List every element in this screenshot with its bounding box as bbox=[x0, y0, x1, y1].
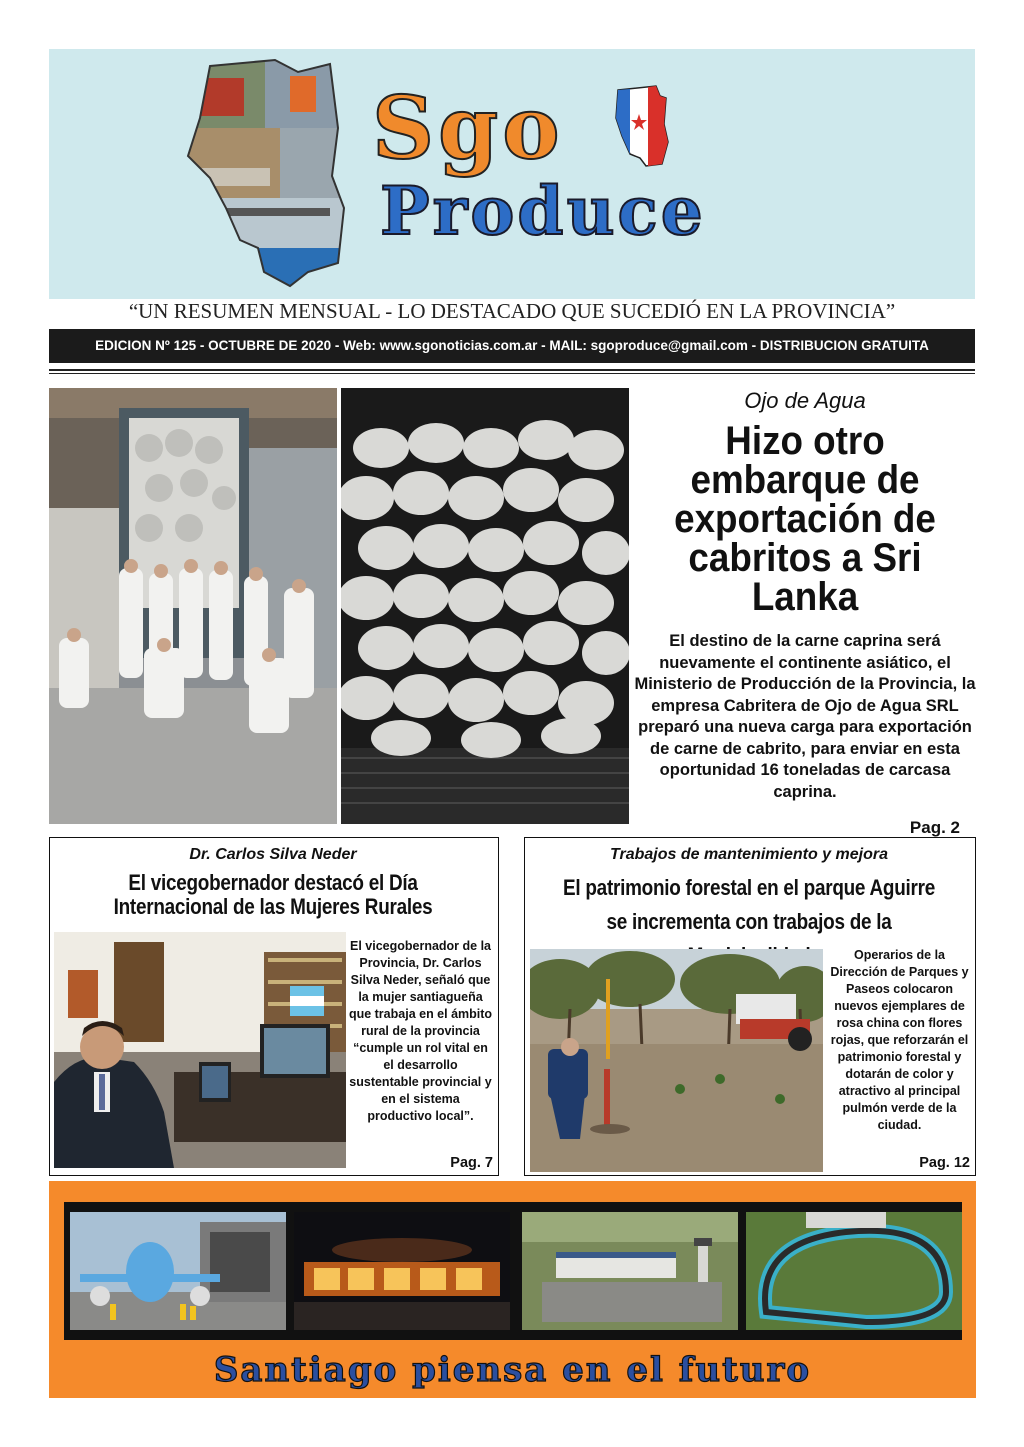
logo-sgo: Sgo bbox=[372, 78, 564, 179]
photo-cargo-container bbox=[341, 388, 629, 824]
lead-headline[interactable]: Hizo otro embarque de exportación de cabritos a Sri Lanka bbox=[674, 419, 936, 619]
story-forest-page-ref[interactable]: Pag. 12 bbox=[919, 1155, 970, 1171]
divider-rule bbox=[49, 369, 975, 371]
province-flag-icon bbox=[612, 84, 670, 168]
banner-photo-airplane bbox=[70, 1212, 286, 1330]
story-forest-kicker: Trabajos de mantenimiento y mejora bbox=[609, 846, 888, 863]
photo-vicegobernador bbox=[54, 932, 346, 1168]
masthead-slogan: “UN RESUMEN MENSUAL - LO DESTACADO QUE SUCEDIÓ EN LA PROVINCIA” bbox=[128, 299, 896, 323]
story-vice-body: El vicegobernador de la Provincia, Dr. Carlos Silva Neder, señaló que la mujer santiagueña que trabaja en el ámbito rural de la provincia “cumple un rol vital en el desarrollo sustentable provincial y en el sistema productivo local”. bbox=[348, 939, 493, 1123]
banner-photo-airport-aerial bbox=[522, 1212, 738, 1330]
story-vice-kicker: Dr. Carlos Silva Neder bbox=[189, 846, 357, 863]
divider-rule bbox=[49, 373, 975, 374]
banner-slogan: Santiago piensa en el futuro bbox=[213, 1350, 812, 1390]
edition-info-bar: EDICION Nº 125 - OCTUBRE DE 2020 - Web: www.sgonoticias.com.ar - MAIL: sgoproduce@gmail.com - DISTRIBUCION GRATUITA bbox=[49, 329, 975, 363]
lead-kicker: Ojo de Agua bbox=[744, 388, 866, 413]
banner-photo-racetrack bbox=[746, 1212, 962, 1330]
story-vice-page-ref[interactable]: Pag. 7 bbox=[450, 1155, 493, 1171]
province-map-collage bbox=[180, 58, 350, 290]
banner-photo-terminal-night bbox=[294, 1212, 510, 1330]
lead-page-ref[interactable]: Pag. 2 bbox=[909, 818, 960, 837]
photo-workers-container bbox=[49, 388, 337, 824]
story-forest-headline[interactable]: El patrimonio forestal en el parque Aguirre se incrementa con trabajos de la bbox=[563, 875, 935, 934]
photo-forest-park bbox=[530, 949, 823, 1172]
logo-produce: Produce bbox=[380, 172, 706, 250]
lead-body: El destino de la carne caprina será nuevamente el continente asiático, el Ministerio de Producción de la Provincia, la empresa Cabritera de Ojo de Agua SRL preparó una nueva carga para exportación de carne de cabrito, para enviar en esta oportunidad 16 toneladas de carcasa caprina. bbox=[634, 632, 976, 801]
story-forest-body: Operarios de la Dirección de Parques y Paseos colocaron nuevos ejemplares de rosa china con flores rojas, que reforzarán el patrimonio forestal y dotarán de color y atractivo al principal pulmón verde de la ciudad. bbox=[830, 948, 969, 1132]
story-vice-headline[interactable]: El vicegobernador destacó el Día Internacional de las Mujeres Rurales bbox=[113, 870, 433, 919]
